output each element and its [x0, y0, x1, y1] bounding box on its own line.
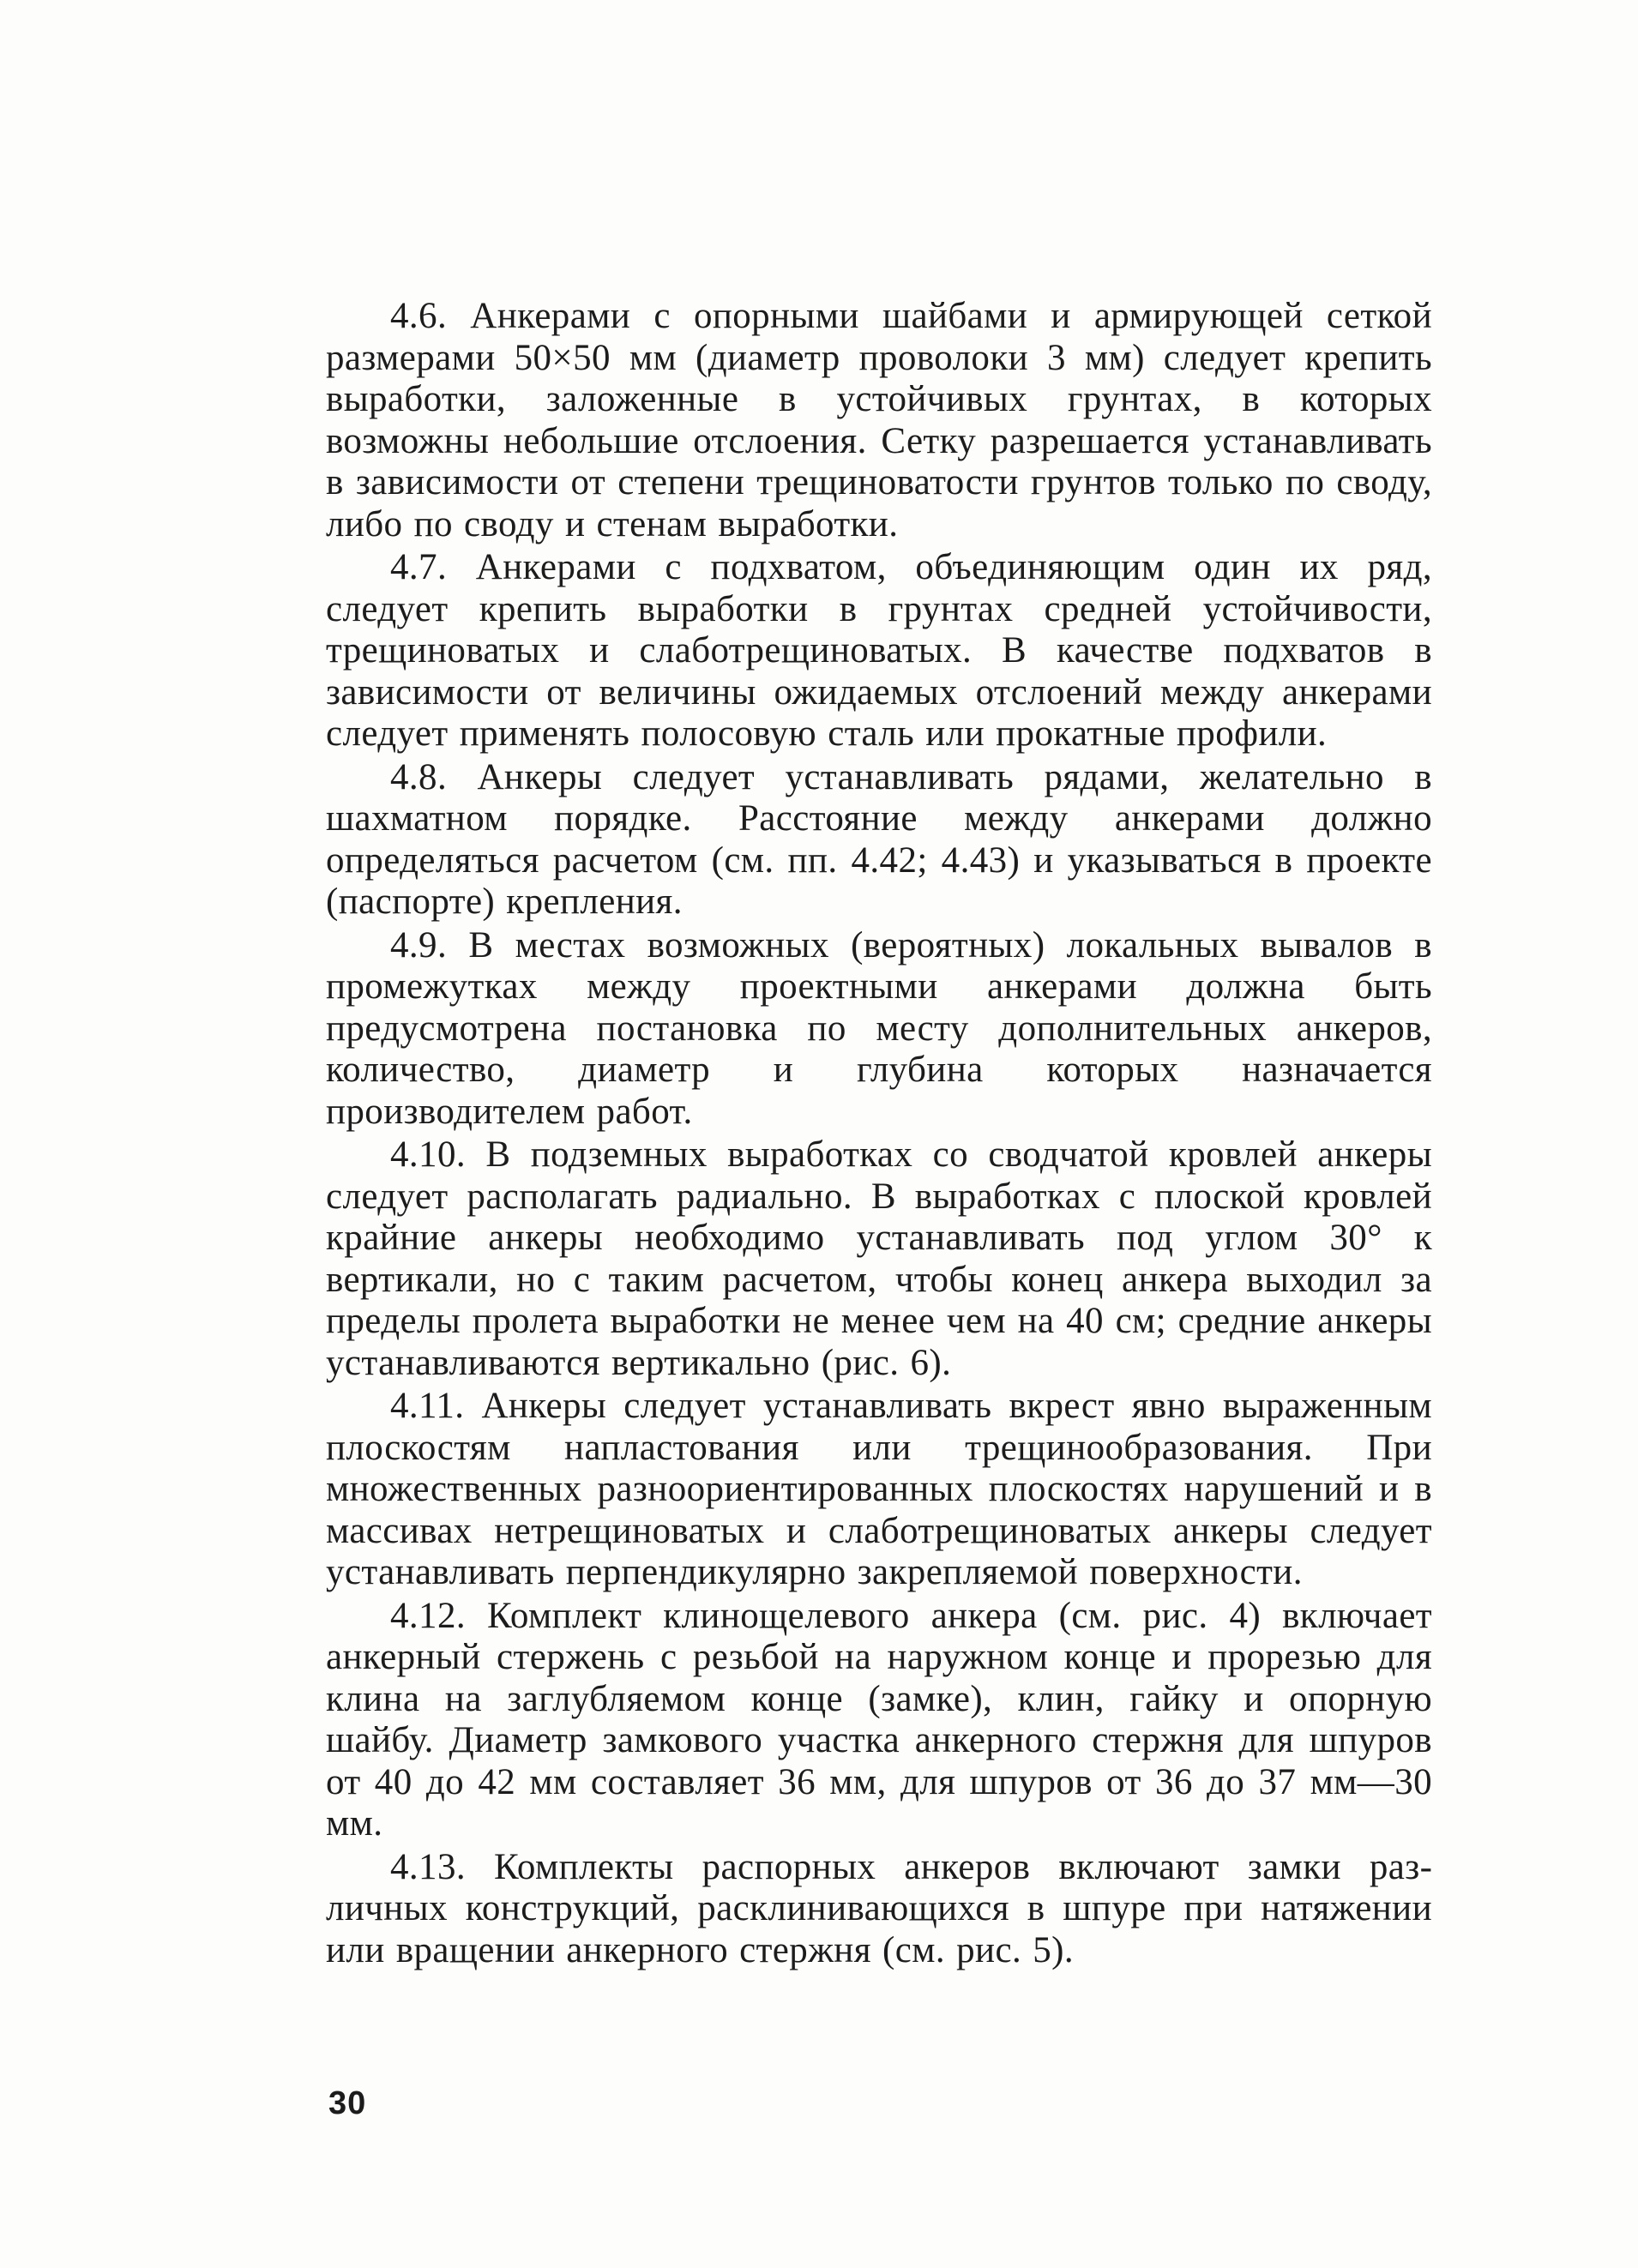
- paragraph-4-9: 4.9. В местах возможных (вероятных) локальных вывалов в промежутках между проектными анкерами должна быть предусмотрена постановка по месту дополнительных анкеров, количество, диаметр и глубина которых назначается производителем работ.: [326, 924, 1432, 1132]
- paragraph-4-11: 4.11. Анкеры следует устанавливать вкрест явно выраженным плоскостям напластования или трещинообразования. При множественных разноориентированных плоскостях нарушений и в массивах нетрещиноватых и слаботрещиноватых анкеры следует устанавливать перпендикулярно закрепляемой поверхности.: [326, 1386, 1432, 1592]
- paragraph-4-10: 4.10. В подземных выработках со сводчатой кровлей анкеры следует располагать радиально. В выработках с плоской кровлей крайние анкеры необходимо устанавливать под углом 30° к вертикали, но с таким расчетом, чтобы конец анкера выходил за пределы пролета выработки не менее чем на 40 см; средние анкеры устанавливаются вертикально (рис. 6).: [326, 1134, 1432, 1383]
- paragraph-4-13: 4.13. Комплекты распорных анкеров включают замки различных конструкций, расклинивающихся в шпуре при натяжении или вращении анкерного стержня (см. рис. 5).: [326, 1846, 1432, 1970]
- paragraph-4-12: 4.12. Комплект клинощелевого анкера (см. рис. 4) включает анкерный стержень с резьбой на наружном конце и прорезью для клина на заглубляемом конце (замке), клин, гайку и опорную шайбу. Диаметр замкового участка анкерного стержня для шпуров от 40 до 42 мм составляет 36 мм, для шпуров от 36 до 37 мм—30 мм.: [326, 1595, 1432, 1844]
- page-number: 30: [328, 2085, 367, 2121]
- paragraph-4-6: 4.6. Анкерами с опорными шайбами и армирующей сеткой размерами 50×50 мм (диаметр проволоки 3 мм) следует крепить выработки, заложенные в устойчивых грунтах, в которых возможны небольшие отслоения. Сетку разрешается устанавливать в зависимости от степени трещиноватости грунтов только по своду, либо по своду и стенам выработки.: [326, 296, 1432, 544]
- paragraph-4-7: 4.7. Анкерами с подхватом, объединяющим один их ряд, следует крепить выработки в грунтах средней устойчивости, трещиноватых и слаботрещиноватых. В качестве подхватов в зависимости от величины ожидаемых отслоений между анкерами следует применять полосовую сталь или прокатные профили.: [326, 547, 1432, 754]
- text-body: [326, 296, 1432, 1973]
- paragraph-4-8: 4.8. Анкеры следует устанавливать рядами, желательно в шахматном порядке. Расстояние между анкерами должно определяться расчетом (см. пп. 4.42; 4.43) и указываться в проекте (паспорте) крепления.: [326, 756, 1432, 922]
